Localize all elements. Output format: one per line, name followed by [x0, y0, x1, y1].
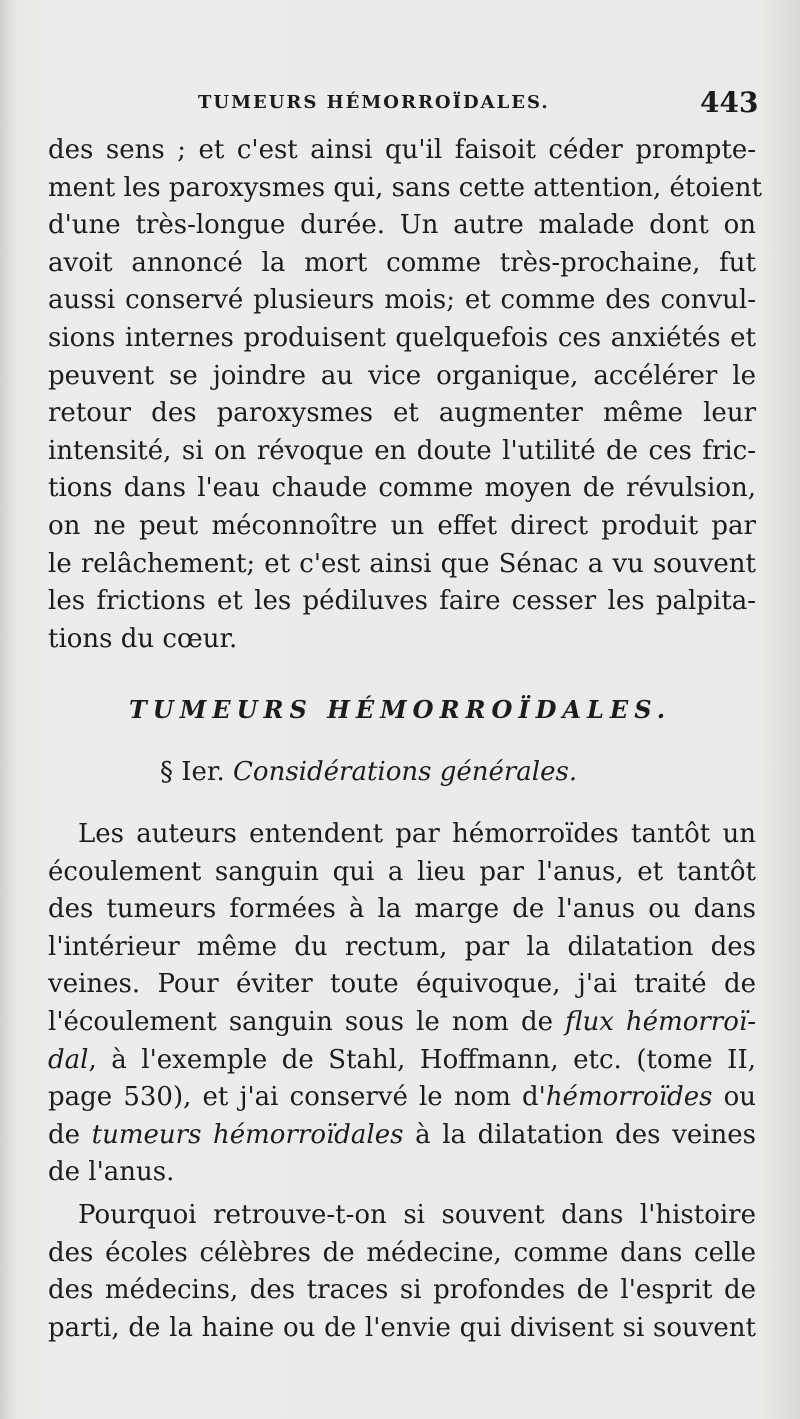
text-line: tions du cœur. — [48, 623, 238, 654]
text-line: d'une très-longue durée. Un autre malade dont on — [48, 210, 756, 241]
text-line: de l'anus. — [48, 1157, 175, 1188]
text-run: page 530), et j'ai conservé le nom d' — [48, 1082, 546, 1113]
text-run: l'écoulement sanguin sous le nom de — [48, 1006, 566, 1037]
italic-term: flux hémorroï- — [565, 1006, 756, 1037]
text-line: aussi conservé plusieurs mois; et comme des convul- — [48, 285, 756, 316]
text-line: des médecins, des traces si profondes de l'esprit de — [48, 1275, 756, 1306]
text-line — [48, 1004, 756, 1042]
italic-term: hémorroïdes — [545, 1082, 713, 1113]
text-line: écoulement sanguin qui a lieu par l'anus, et tantôt — [48, 856, 756, 887]
text-line: Les auteurs entendent par hémorroïdes tantôt un — [78, 819, 756, 849]
text-run: de — [48, 1119, 92, 1150]
text-line: retour des paroxysmes et augmenter même leur — [48, 398, 756, 429]
page-number: 443 — [700, 86, 759, 119]
running-head — [0, 86, 800, 126]
text-line: sions internes produisent quelquefois ces anxiétés et — [48, 322, 756, 353]
running-title: TUMEURS HÉMORROÏDALES. — [198, 92, 550, 113]
text-line: le relâchement; et c'est ainsi que Sénac a vu souvent — [48, 548, 756, 579]
text-line: Pourquoi retrouve-t-on si souvent dans l'histoire — [78, 1200, 756, 1230]
paragraph-continuation — [48, 132, 762, 658]
text-run: ou — [712, 1082, 756, 1113]
text-line: intensité, si on révoque en doute l'utilité de ces fric- — [48, 435, 756, 466]
section-heading: TUMEURS HÉMORROÏDALES. — [128, 695, 672, 724]
text-line: parti, de la haine ou de l'envie qui divisent si souvent — [48, 1312, 756, 1343]
paragraph-question — [48, 1197, 756, 1347]
text-line: l'intérieur même du rectum, par la dilatation des — [48, 931, 756, 962]
subsection-number: § Ier. — [160, 757, 225, 787]
text-line — [48, 1117, 756, 1155]
italic-term: tumeurs hémorroïdales — [91, 1119, 404, 1150]
text-line: des sens ; et c'est ainsi qu'il faisoit céder prompte- — [48, 135, 756, 165]
italic-term: dal — [48, 1044, 89, 1075]
text-run: à la dilatation des veines — [403, 1119, 757, 1150]
text-run: , à l'exemple de Stahl, Hoffmann, etc. (tome II, — [88, 1044, 756, 1075]
text-line: tions dans l'eau chaude comme moyen de révulsion, — [48, 473, 756, 504]
text-line: des tumeurs formées à la marge de l'anus ou dans — [48, 894, 756, 925]
text-line: peuvent se joindre au vice organique, accélérer le — [48, 360, 756, 391]
text-line — [48, 1042, 756, 1080]
subsection-heading — [160, 757, 660, 787]
text-line: ment les paroxysmes qui, sans cette attention, étoient — [48, 172, 762, 203]
text-line: on ne peut méconnoître un effet direct produit par — [48, 510, 756, 541]
text-line: avoit annoncé la mort comme très-prochaine, fut — [48, 247, 756, 278]
text-line: veines. Pour éviter toute équivoque, j'ai traité de — [48, 969, 756, 1000]
subsection-title: Considérations générales. — [233, 757, 578, 787]
text-line: les frictions et les pédiluves faire cesser les palpita- — [48, 586, 756, 617]
text-line: des écoles célèbres de médecine, comme dans celle — [48, 1237, 756, 1268]
paragraph-definitions — [48, 816, 756, 1192]
text-line — [48, 1079, 756, 1117]
